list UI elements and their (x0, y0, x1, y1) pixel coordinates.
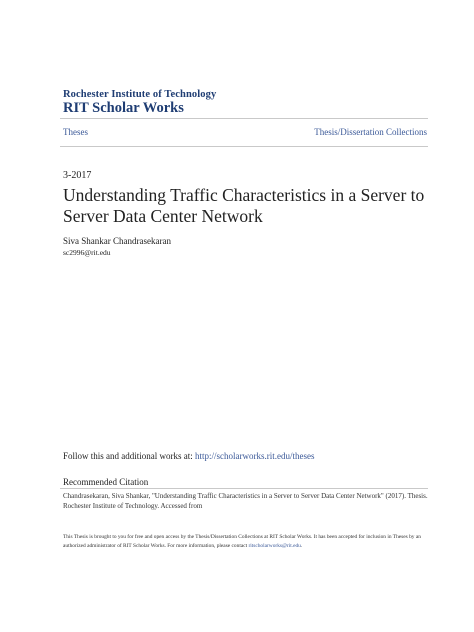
document-title: Understanding Traffic Characteristics in a Server to Server Data Center Network (63, 185, 425, 226)
access-text: This Thesis is brought to you for free and open access by the Thesis/Dissertation Collections at RIT Scholar Works. It has been accepted for inclusion in Theses by an authorized administrator of RIT Scholar Works. For more information, please contact (63, 534, 421, 549)
institution-name: Rochester Institute of Technology (63, 89, 217, 100)
citation-text: Chandrasekaran, Siva Shankar, "Understanding Traffic Characteristics in a Server to Server Data Center Network" (2017). Thesis. Rochester Institute of Technology. Accessed from (63, 492, 428, 510)
citation-divider (60, 488, 428, 489)
follow-line (63, 451, 314, 461)
citation-heading: Recommended Citation (63, 477, 149, 487)
theses-url-link[interactable]: http://scholarworks.rit.edu/theses (195, 451, 315, 461)
follow-text: Follow this and additional works at: (63, 451, 195, 461)
publication-date: 3-2017 (63, 170, 92, 181)
nav-divider (60, 146, 428, 147)
access-statement (63, 533, 431, 550)
theses-link[interactable]: Theses (63, 127, 88, 137)
access-text-end: . (300, 542, 303, 549)
contact-email-link[interactable]: ritscholarworks@rit.edu (248, 542, 301, 549)
repository-name[interactable]: RIT Scholar Works (63, 100, 184, 116)
author-name: Siva Shankar Chandrasekaran (63, 236, 171, 246)
collections-link[interactable]: Thesis/Dissertation Collections (314, 127, 427, 137)
header-divider (60, 118, 428, 119)
author-email: sc2996@rit.edu (63, 248, 111, 257)
